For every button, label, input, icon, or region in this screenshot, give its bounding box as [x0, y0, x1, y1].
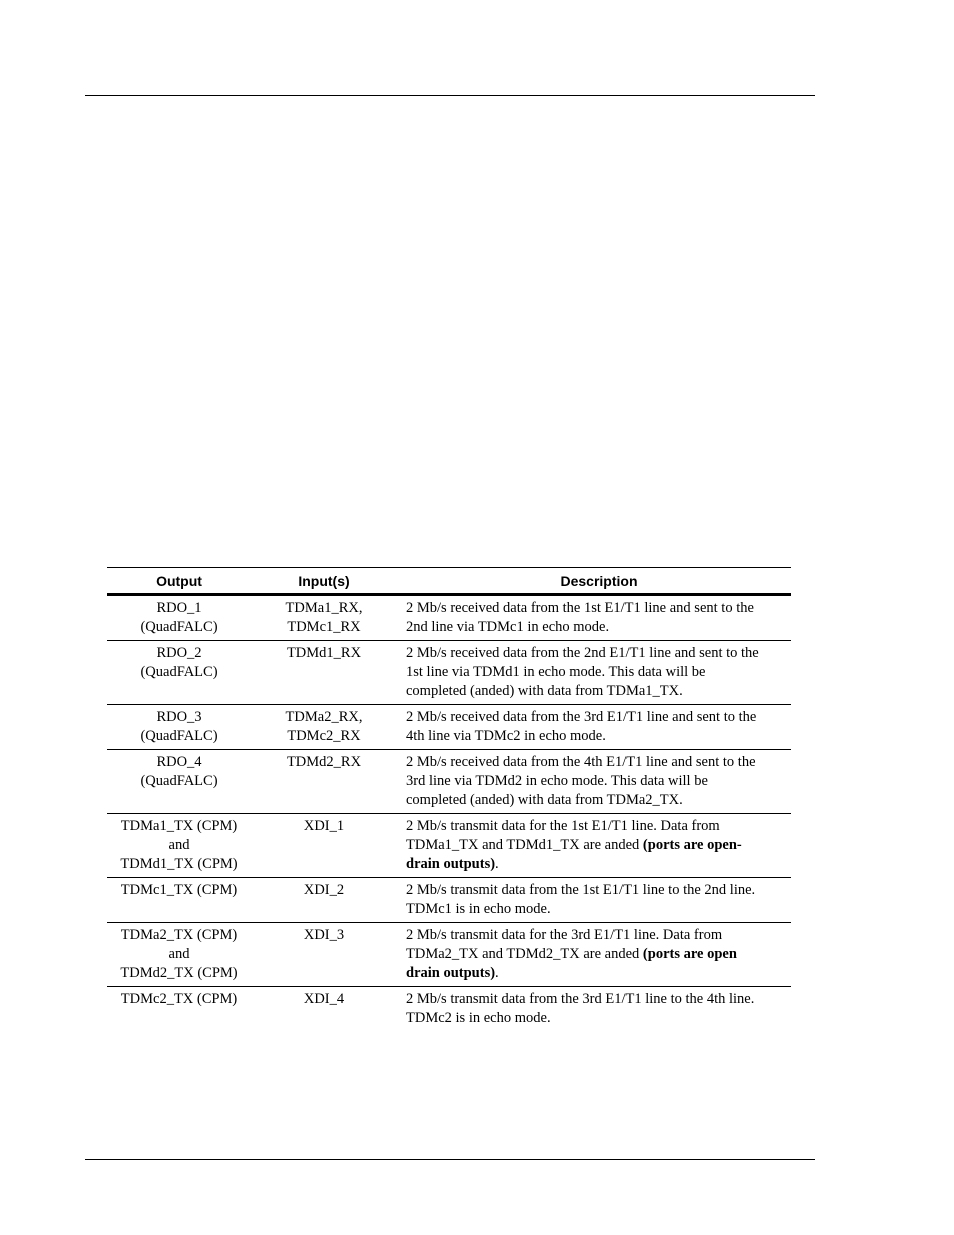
table-row: [107, 814, 791, 878]
table-row: [107, 641, 791, 705]
table-row: [107, 923, 791, 987]
table-row: [107, 878, 791, 923]
description-text: TDMa1_TX and TDMd1_TX are anded: [406, 837, 643, 853]
description-bold: drain outputs): [406, 856, 496, 872]
input-line: XDI_3: [303, 927, 345, 943]
description-line: TDMc2 is in echo mode.: [406, 1010, 551, 1026]
description-line: [406, 855, 785, 874]
input-line: TDMd1_RX: [286, 645, 362, 661]
output-cell: [107, 750, 251, 814]
output-cell: [107, 987, 251, 1032]
description-bold: (ports are open-: [642, 837, 742, 853]
description-text: TDMa2_TX and TDMd2_TX are anded: [406, 946, 643, 962]
inputs-cell: [251, 814, 397, 878]
description-cell: [397, 750, 791, 814]
output-line: TDMa2_TX (CPM): [120, 927, 238, 943]
description-line: completed (anded) with data from TDMa1_TX.: [406, 683, 683, 699]
header-output: Output: [156, 572, 202, 589]
input-line: TDMa2_RX,: [285, 709, 363, 725]
inputs-cell: [251, 987, 397, 1032]
inputs-cell: [251, 750, 397, 814]
output-line: and: [168, 946, 190, 962]
output-line: (QuadFALC): [140, 728, 218, 744]
inputs-cell: [251, 878, 397, 923]
header-description: Description: [560, 572, 638, 589]
output-cell: [107, 641, 251, 705]
output-line: TDMa1_TX (CPM): [120, 818, 238, 834]
inputs-cell: [251, 641, 397, 705]
description-text: .: [495, 856, 499, 872]
output-line: (QuadFALC): [140, 664, 218, 680]
header-inputs: Input(s): [298, 572, 350, 589]
description-line: 2 Mb/s transmit data for the 3rd E1/T1 line. Data from: [406, 927, 723, 943]
description-text: .: [495, 965, 499, 981]
output-cell: [107, 923, 251, 987]
description-line: TDMc1 is in echo mode.: [406, 901, 551, 917]
description-cell: [397, 641, 791, 705]
table-row: [107, 750, 791, 814]
input-line: TDMc2_RX: [287, 728, 361, 744]
input-line: TDMc1_RX: [287, 619, 361, 635]
description-bold: (ports are open: [642, 946, 737, 962]
description-cell: [397, 987, 791, 1032]
signal-table: [107, 567, 791, 1031]
input-line: TDMa1_RX,: [285, 600, 363, 616]
output-line: RDO_2: [156, 645, 202, 661]
description-line: 1st line via TDMd1 in echo mode. This data will be: [406, 664, 706, 680]
output-line: (QuadFALC): [140, 773, 218, 789]
footer-rule: [85, 1159, 815, 1160]
input-line: XDI_2: [303, 882, 345, 898]
input-line: XDI_4: [303, 991, 345, 1007]
description-line: 2 Mb/s received data from the 4th E1/T1 line and sent to the: [406, 754, 756, 770]
output-line: RDO_4: [156, 754, 202, 770]
description-line: completed (anded) with data from TDMa2_TX.: [406, 792, 683, 808]
inputs-cell: [251, 923, 397, 987]
output-line: TDMd2_TX (CPM): [120, 965, 238, 981]
description-cell: [397, 878, 791, 923]
output-cell: [107, 814, 251, 878]
table-row: [107, 987, 791, 1032]
description-line: 2nd line via TDMc1 in echo mode.: [406, 619, 610, 635]
output-line: TDMc2_TX (CPM): [120, 991, 238, 1007]
description-line: 4th line via TDMc2 in echo mode.: [406, 728, 606, 744]
output-line: (QuadFALC): [140, 619, 218, 635]
description-cell: [397, 705, 791, 750]
output-cell: [107, 878, 251, 923]
description-cell: [397, 814, 791, 878]
table-row: [107, 705, 791, 750]
description-line: [406, 964, 785, 983]
output-line: and: [168, 837, 190, 853]
inputs-cell: [251, 595, 397, 641]
description-line: 2 Mb/s transmit data for the 1st E1/T1 line. Data from: [406, 818, 720, 834]
description-cell: [397, 595, 791, 641]
description-line: 2 Mb/s received data from the 3rd E1/T1 line and sent to the: [406, 709, 757, 725]
input-line: XDI_1: [303, 818, 345, 834]
header-rule: [85, 95, 815, 96]
description-bold: drain outputs): [406, 965, 496, 981]
output-cell: [107, 705, 251, 750]
inputs-cell: [251, 705, 397, 750]
table-header-row: [107, 568, 791, 595]
description-line: 2 Mb/s transmit data from the 1st E1/T1 line to the 2nd line.: [406, 882, 756, 898]
description-line: [406, 945, 785, 964]
input-line: TDMd2_RX: [286, 754, 362, 770]
output-line: RDO_1: [156, 600, 202, 616]
table-row: [107, 595, 791, 641]
description-cell: [397, 923, 791, 987]
description-line: 3rd line via TDMd2 in echo mode. This data will be: [406, 773, 708, 789]
output-line: TDMd1_TX (CPM): [120, 856, 238, 872]
output-cell: [107, 595, 251, 641]
description-line: 2 Mb/s received data from the 2nd E1/T1 line and sent to the: [406, 645, 759, 661]
description-line: [406, 836, 785, 855]
description-line: 2 Mb/s transmit data from the 3rd E1/T1 line to the 4th line.: [406, 991, 755, 1007]
description-line: 2 Mb/s received data from the 1st E1/T1 line and sent to the: [406, 600, 754, 616]
output-line: RDO_3: [156, 709, 202, 725]
output-line: TDMc1_TX (CPM): [120, 882, 238, 898]
